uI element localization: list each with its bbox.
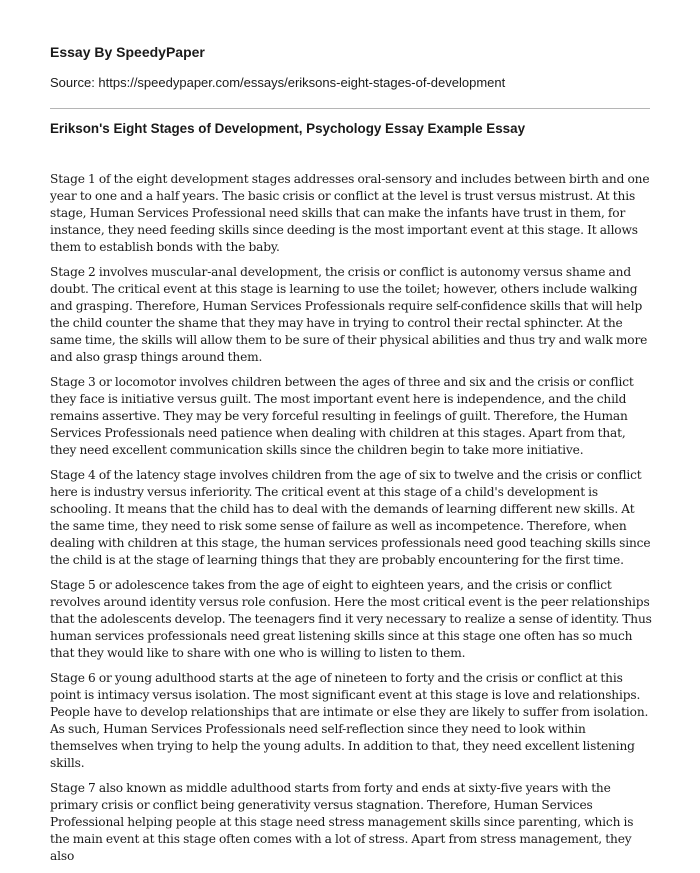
essay-body <box>50 171 654 873</box>
header-divider <box>50 108 650 109</box>
essay-title: Erikson's Eight Stages of Development, Psychology Essay Example Essay <box>50 121 526 136</box>
source-line: Source: https://speedypaper.com/essays/eriksons-eight-stages-of-development <box>50 75 506 90</box>
paragraph-stage-5: Stage 5 or adolescence takes from the age of eight to eighteen years, and the crisis or conflict revolves around identity versus role confusion. Here the most critical event is the peer relationships that the adolescents develop. The teenagers find it very necessary to realize a sense of identity. Thus human services professionals need great listening skills since at this stage one often has so much that they would like to share with one who is willing to listen to them. <box>50 578 652 660</box>
paragraph-stage-3: Stage 3 or locomotor involves children between the ages of three and six and the crisis or conflict they face is initiative versus guilt. The most important event here is independence, and the child remains assertive. They may be very forceful resulting in feelings of guilt. Therefore, the Human Services Professionals need patience when dealing with children at this stages. Apart from that, they need excellent communication skills since the children begin to take more initiative. <box>50 375 634 457</box>
document-header <box>50 42 650 92</box>
paragraph-stage-6: Stage 6 or young adulthood starts at the age of nineteen to forty and the crisis or conflict at this point is intimacy versus isolation. The most significant event at this stage is love and relationships. People have to develop relationships that are intimate or else they are likely to suffer from isolation. As such, Human Services Professionals need self-reflection since they need to look within themselves when trying to help the young adults. In addition to that, they need excellent listening skills. <box>50 671 649 770</box>
paragraph-stage-1: Stage 1 of the eight development stages addresses oral-sensory and includes between birth and one year to one and a half years. The basic crisis or conflict at the level is trust versus mistrust. At this stage, Human Services Professional need skills that can make the infants have trust in them, for instance, they need feeding skills since deeding is the most important event at this stage. It allows them to establish bonds with the baby. <box>50 172 650 254</box>
brand-heading: Essay By SpeedyPaper <box>50 44 205 60</box>
paragraph-stage-4: Stage 4 of the latency stage involves children from the age of six to twelve and the crisis or conflict here is industry versus inferiority. The critical event at this stage of a child's development is schooling. It means that the child has to deal with the demands of learning different new skills. At the same time, they need to risk some sense of failure as well as incompetence. Therefore, when dealing with children at this stage, the human services professionals need good teaching skills since the child is at the stage of learning things that they are probably encountering for the first time. <box>50 468 651 567</box>
paragraph-stage-7: Stage 7 also known as middle adulthood starts from forty and ends at sixty-five years with the primary crisis or conflict being generativity versus stagnation. Therefore, Human Services Professional helping people at this stage need stress management skills since parenting, which is the main event at this stage often comes with a lot of stress. Apart from stress management, they also <box>50 781 634 863</box>
paragraph-stage-2: Stage 2 involves muscular-anal development, the crisis or conflict is autonomy versus shame and doubt. The critical event at this stage is learning to use the toilet; however, others include walking and grasping. Therefore, Human Services Professionals require self-confidence skills that will help the child counter the shame that they may have in trying to control their rectal sphincter. At the same time, the skills will allow them to be sure of their physical abilities and thus try and walk more and also grasp things around them. <box>50 265 648 364</box>
